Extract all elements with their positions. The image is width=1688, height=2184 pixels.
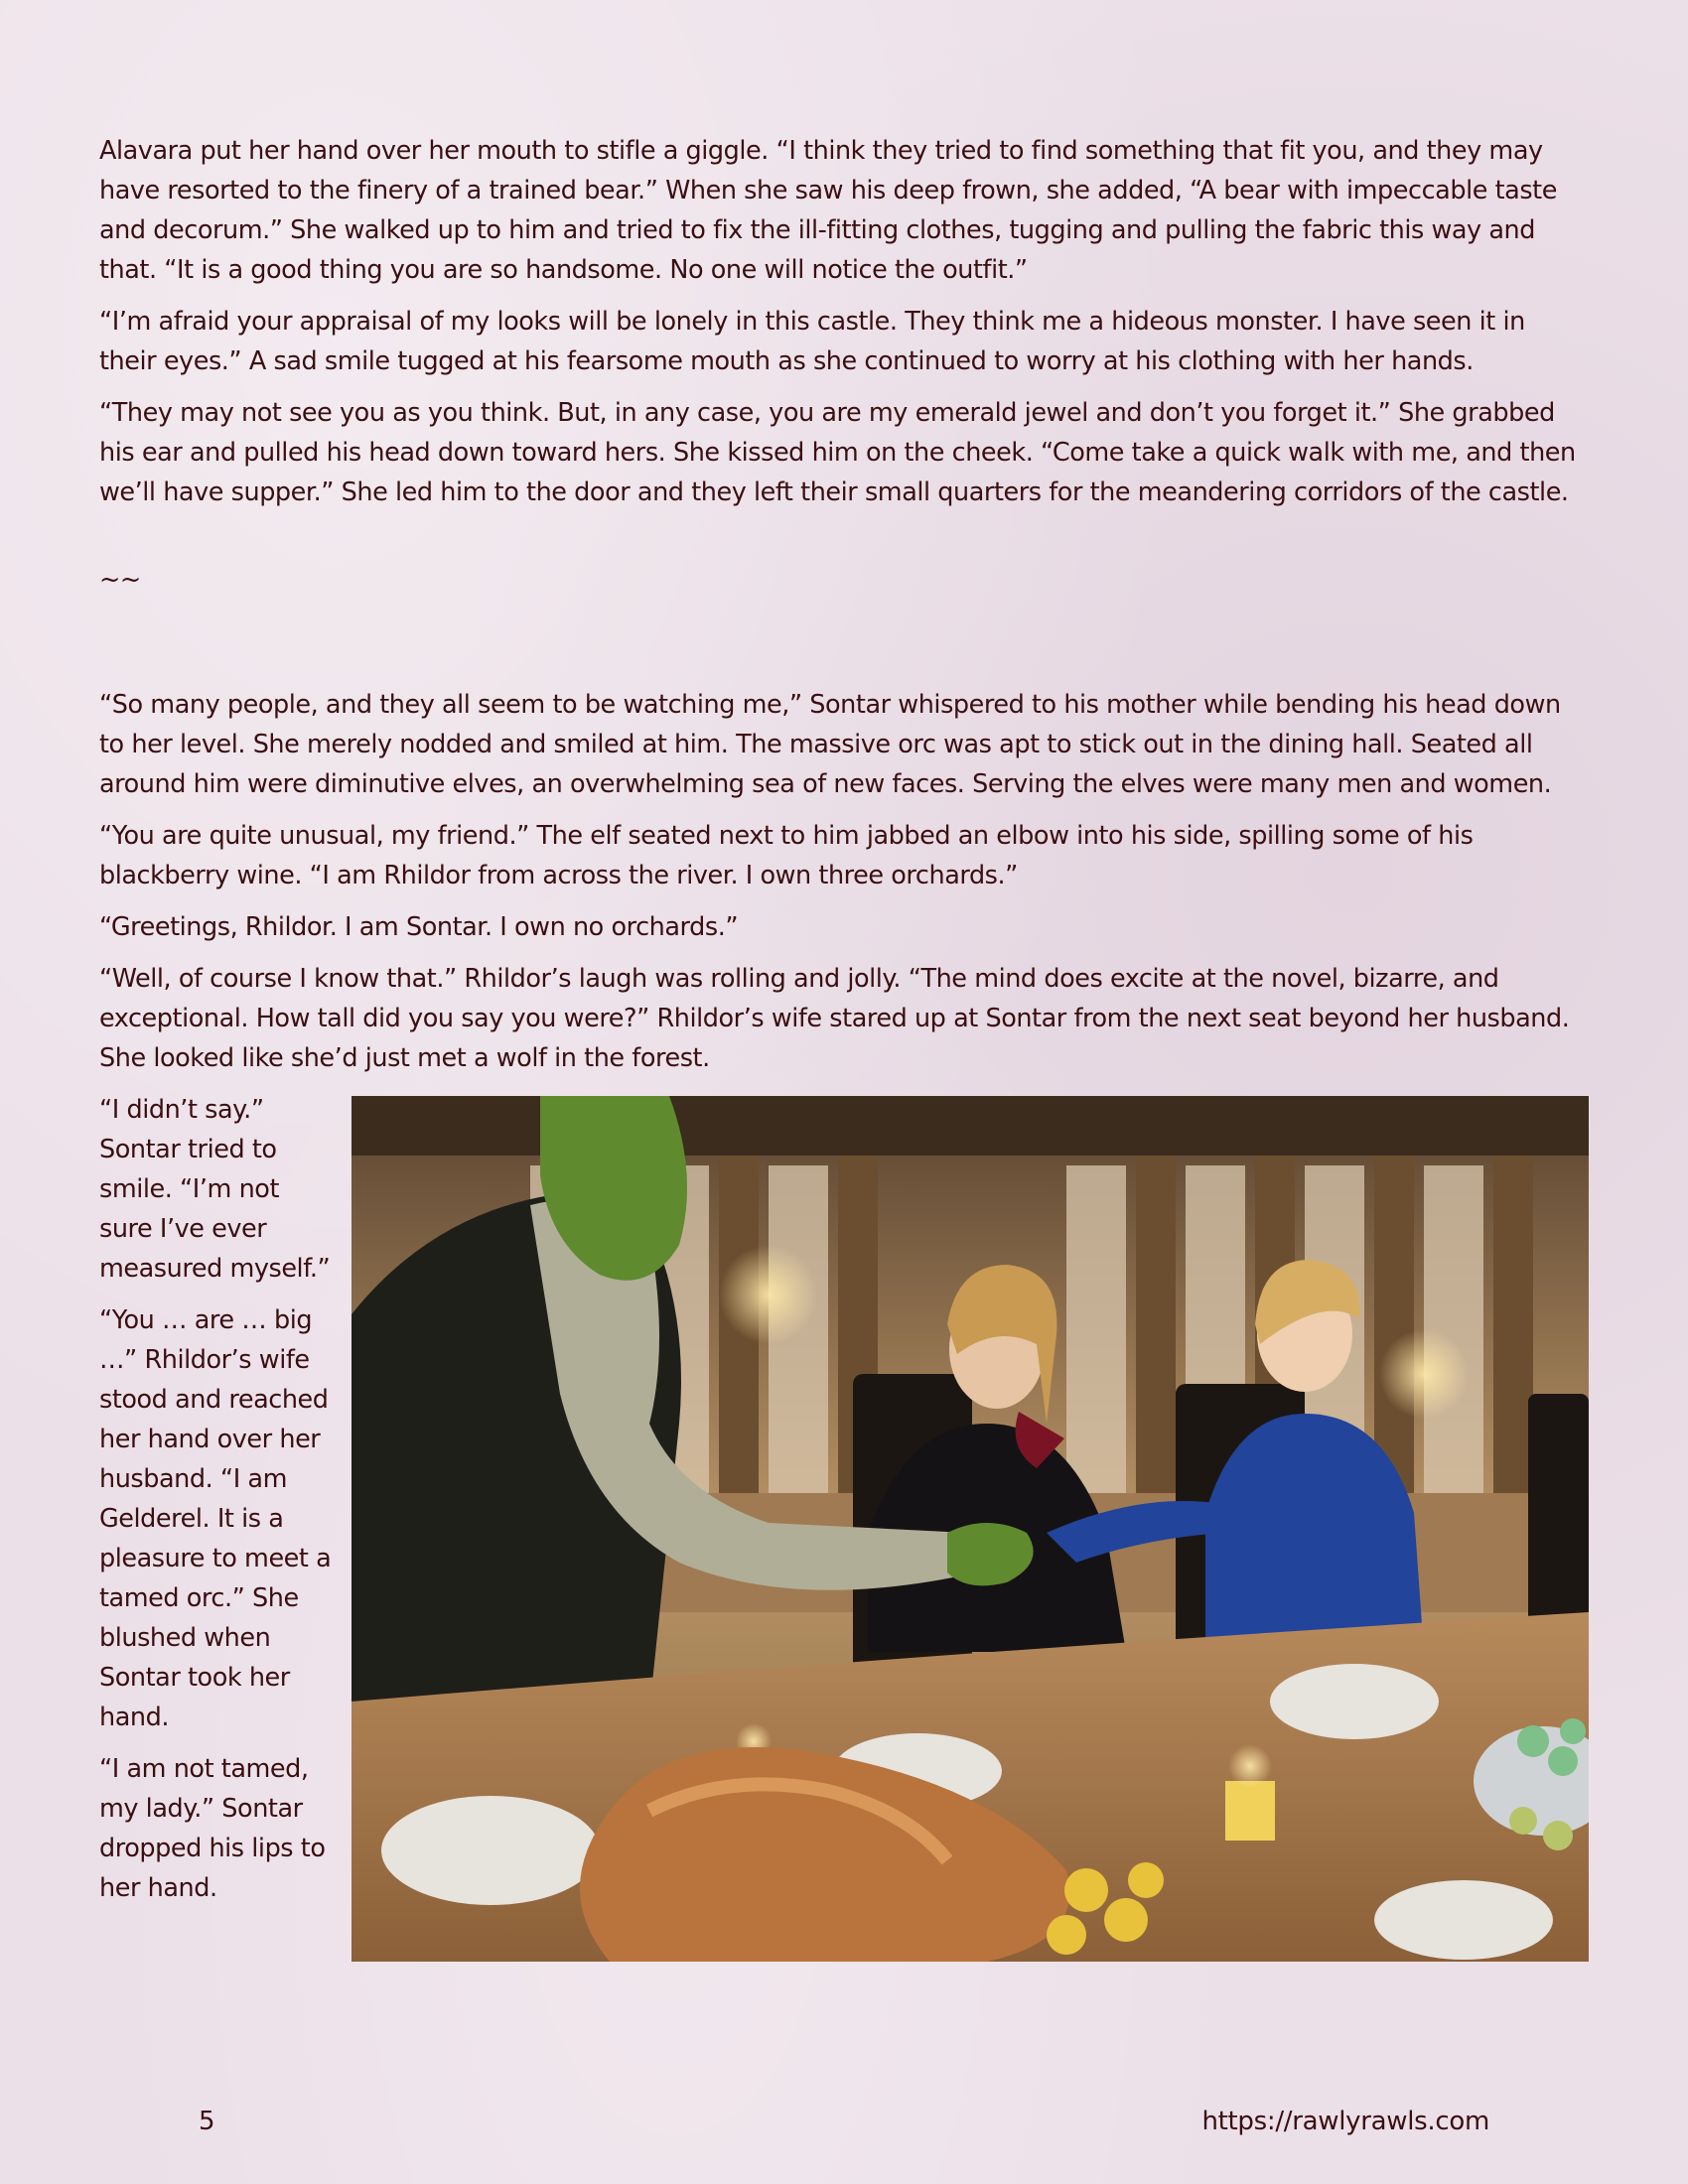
dining-hall-illustration: [352, 1096, 1589, 1962]
page-number: 5: [199, 2107, 215, 2136]
site-url[interactable]: https://rawlyrawls.com: [1201, 2107, 1489, 2136]
paragraph: Alavara put her hand over her mouth to stifle a giggle. “I think they tried to find something that fit you, and they may have resorted to the finery of a trained bear.” When she saw his deep frown, she added, “A bear with impeccable taste and decorum.” She walked up to him and tried to fix the ill-fitting clothes, tugging and pulling the fabric this way and that. “It is a good thing you are so handsome. No one will notice the outfit.”: [99, 136, 1557, 285]
paragraph: “They may not see you as you think. But, in any case, you are my emerald jewel and don’t you forget it.” She grabbed his ear and pulled his head down toward hers. She kissed him on the cheek. “Come take a quick walk with me, and then we’ll have supper.” She led him to the door and they left their small quarters for the meandering corridors of the castle.: [99, 398, 1576, 507]
paragraph: “I’m afraid your appraisal of my looks will be lonely in this castle. They think me a hideous monster. I have seen it in their eyes.” A sad smile tugged at his fearsome mouth as she continued to worry at his clothing with her hands.: [99, 307, 1525, 376]
illustration-wrap: [99, 1090, 1589, 1962]
scene-separator: ~~: [99, 565, 141, 595]
paragraph: “You are quite unusual, my friend.” The elf seated next to him jabbed an elbow into his side, spilling some of his blackberry wine. “I am Rhildor from across the river. I own three orchards.”: [99, 821, 1474, 890]
paragraph: “I am not tamed, my lady.” Sontar dropped his lips to her hand.: [99, 1754, 326, 1903]
paragraph: “I didn’t say.” Sontar tried to smile. “I’m not sure I’ve ever measured myself.”: [99, 1095, 331, 1284]
paragraph: “So many people, and they all seem to be watching me,” Sontar whispered to his mother while bending his head down to her level. She merely nodded and smiled at him. The massive orc was apt to stick out in the dining hall. Seated all around him were diminutive elves, an overwhelming sea of new faces. Serving the elves were many men and women.: [99, 690, 1561, 799]
side-column: [99, 1090, 338, 1920]
paragraph: “You … are … big …” Rhildor’s wife stood and reached her hand over her husband. “I am Gelderel. It is a pleasure to meet a tamed orc.” She blushed when Sontar took her hand.: [99, 1305, 332, 1732]
paragraph: “Well, of course I know that.” Rhildor’s laugh was rolling and jolly. “The mind does excite at the novel, bizarre, and exceptional. How tall did you say you were?” Rhildor’s wife stared up at Sontar from the next seat beyond her husband. She looked like she’d just met a wolf in the forest.: [99, 964, 1570, 1073]
paragraph: “Greetings, Rhildor. I am Sontar. I own no orchards.”: [99, 912, 739, 942]
page-body: [99, 131, 1589, 1962]
